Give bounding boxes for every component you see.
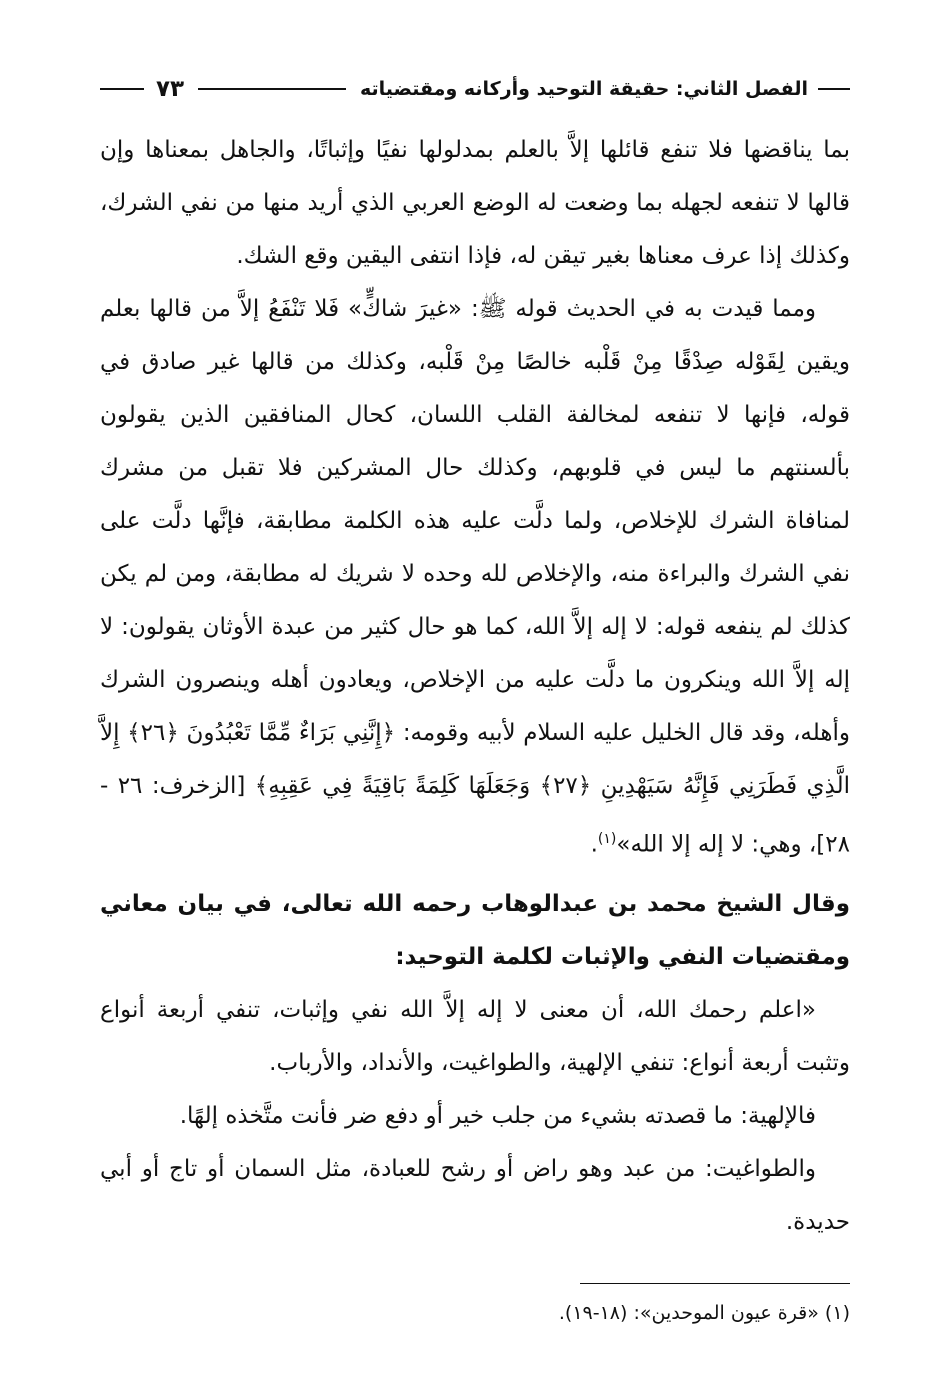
header-dash (818, 88, 850, 90)
main-text (100, 124, 850, 1249)
paragraph-5: فالإلهية: ما قصدته بشيء من جلب خير أو دفع ضر فأنت متَّخذه إلهًا. (179, 1102, 816, 1129)
header-rule (198, 88, 346, 90)
header-dash-end (100, 88, 144, 90)
paragraph-1: بما يناقضها فلا تنفع قائلها إلاَّ بالعلم بمدلولها نفيًا وإثباتًا، والجاهل بمعناها وإن قالها لا تنفعه لجهله بما وضعت له الوضع العربي الذي أريد منها من نفي الشرك، وكذلك إذا عرف معناها بغير تيقن له، فإذا انتفى اليقين وقع الشك. (100, 137, 850, 269)
paragraph-2: ومما قيدت به في الحديث قوله ﷺ: «غيرَ شاكٍّ» فَلا تَنْفَعُ إلاَّ من قالها بعلم ويقين لِقَوْله صِدْقًا مِنْ قَلْبه خالصًا مِنْ قَلْبه، وكذلك من قالها غير صادق في قوله، فإنها لا تنفعه لمخالفة القلب اللسان، كحال المنافقين الذين يقولون بألسنتهم ما ليس في قلوبهم، وكذلك حال المشركين فلا تقبل من مشرك لمنافاة الشرك للإخلاص، ولما دلَّت عليه هذه الكلمة مطابقة، فإنَّها دلَّت على نفي الشرك والبراءة منه، والإخلاص لله وحده لا شريك له مطابقة، ومن لم يكن كذلك لم ينفعه قوله: لا إله إلاَّ الله، كما هو حال كثير من عبدة الأوثان يقولون: لا إله إلاَّ الله وينكرون ما دلَّت عليه من الإخلاص، ويعادون أهله وينصرون الشرك وأهله، وقد قال الخليل عليه السلام لأبيه وقومه: ﴿إِنَّنِي بَرَاءٌ مِّمَّا تَعْبُدُونَ ﴿٢٦﴾ إِلاَّ الَّذِي فَطَرَنِي فَإِنَّهُ سَيَهْدِينِ ﴿٢٧﴾ وَجَعَلَهَا كَلِمَةً بَاقِيَةً فِي عَقِبِهِ﴾ [الزخرف: ٢٦ - ٢٨]، وهي: لا إله إلا الله»$^{(١)}$. (100, 296, 851, 858)
footnote-rule (580, 1283, 850, 1284)
verse-reference: [الزخرف: ٢٦ - ٢٨]، وهي: لا إله إلا الله» (100, 773, 850, 858)
paragraph-6: والطواغيت: من عبد وهو راض أو رشح للعبادة، مثل السمان أو تاج أو أبي حديدة. (100, 1155, 850, 1235)
page-number: ٧٣ (156, 76, 185, 102)
paragraph-3-heading: وقال الشيخ محمد بن عبدالوهاب رحمه الله تعالى، في بيان معاني ومقتضيات النفي والإثبات لكلمة التوحيد: (100, 890, 850, 970)
chapter-title: الفصل الثاني: حقيقة التوحيد وأركانه ومقتضياته (359, 78, 808, 100)
paragraph-2-text: ومما قيدت به في الحديث قوله ﷺ: «غيرَ شاكٍّ» فَلا تَنْفَعُ إلاَّ من قالها بعلم ويقين لِقَوْله صِدْقًا مِنْ قَلْبه خالصًا مِنْ قَلْبه، وكذلك من قالها غير صادق في قوله، فإنها لا تنفعه لمخالفة القلب اللسان، كحال المنافقين الذين يقولون بألسنتهم ما ليس في قلوبهم، وكذلك حال المشركين فلا تقبل من مشرك لمنافاة الشرك للإخلاص، ولما دلَّت عليه هذه الكلمة مطابقة، فإنَّها دلَّت على نفي الشرك والبراءة منه، والإخلاص لله وحده لا شريك له مطابقة، ومن لم يكن كذلك لم ينفعه قوله: لا إله إلاَّ الله، كما هو حال كثير من عبدة الأوثان يقولون: لا إله إلاَّ الله وينكرون ما دلَّت عليه من الإخلاص، ويعادون أهله وينصرون الشرك وأهله، وقد قال الخليل عليه السلام لأبيه وقومه: (100, 296, 851, 746)
paragraph-4: «اعلم رحمك الله، أن معنى لا إله إلاَّ الله نفي وإثبات، تنفي أربعة أنواع وتثبت أربعة أنواع: تنفي الإلهية، والطواغيت، والأنداد، والأرباب. (100, 996, 850, 1076)
footnote: (١) «قرة عيون الموحدين»: (١٨-١٩). (558, 1301, 850, 1324)
footnote-marker: (١) (597, 831, 617, 847)
quran-verse: ﴿إِنَّنِي بَرَاءٌ مِّمَّا تَعْبُدُونَ ﴿٢٦﴾ إِلاَّ الَّذِي فَطَرَنِي فَإِنَّهُ سَيَهْدِينِ ﴿٢٧﴾ وَجَعَلَهَا كَلِمَةً بَاقِيَةً فِي عَقِبِهِ﴾ (100, 720, 850, 799)
running-head (100, 72, 850, 106)
